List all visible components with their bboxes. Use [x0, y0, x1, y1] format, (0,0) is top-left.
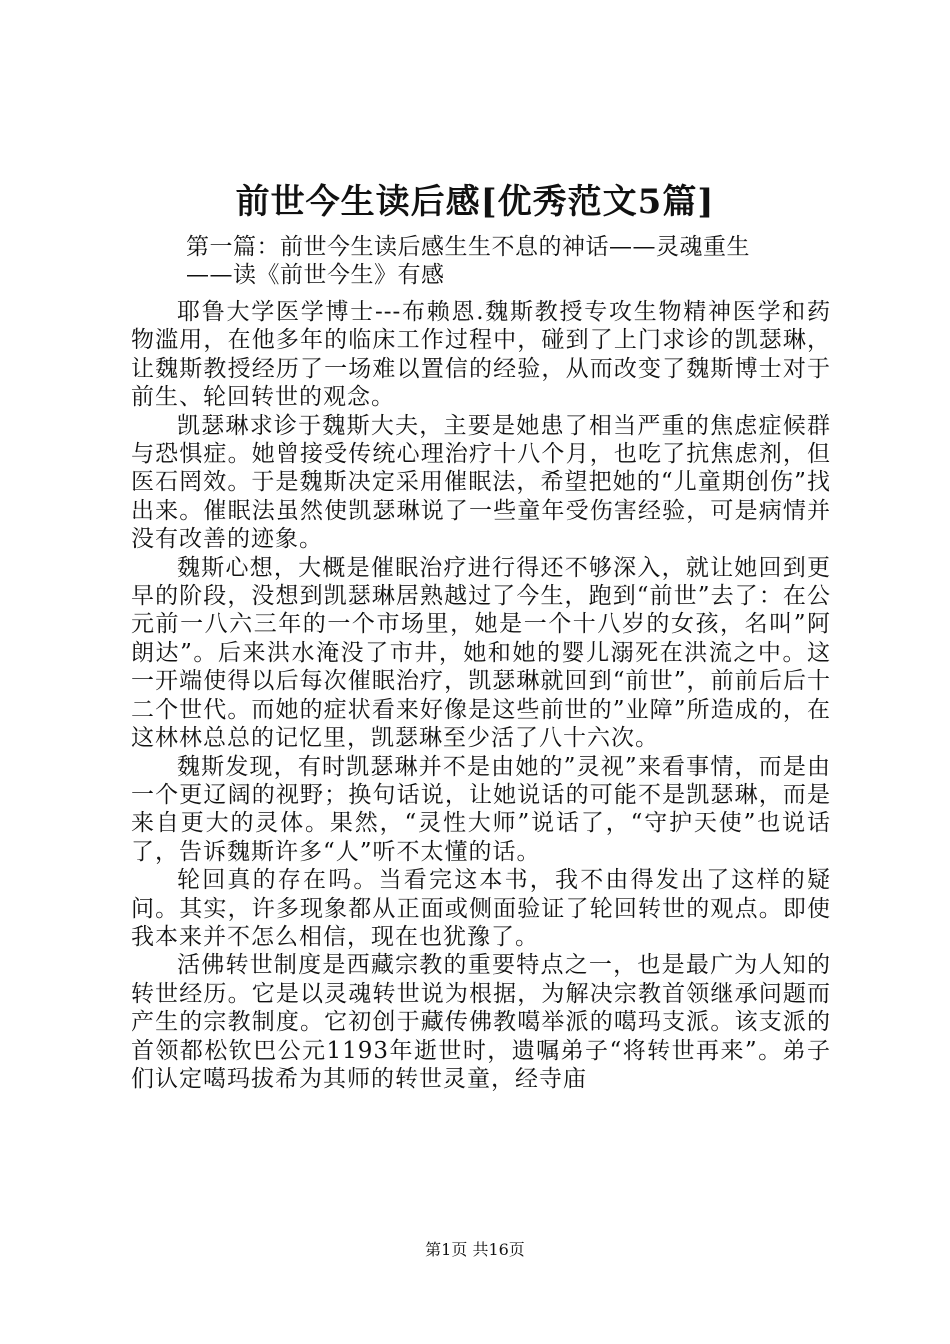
paragraph: 耶鲁大学医学博士---布赖恩.魏斯教授专攻生物精神医学和药物滥用，在他多年的临床工作过程中，碰到了上门求诊的凯瑟琳，让魏斯教授经历了一场难以置信的经验，从而改变了魏斯博士对于前生、轮回转世的观念。 [131, 299, 831, 411]
document-title: 前世今生读后感[优秀范文5篇] [235, 182, 715, 222]
section-heading-line-1: 第一篇：前世今生读后感生生不息的神话——灵魂重生 [186, 234, 750, 260]
paragraph: 活佛转世制度是西藏宗教的重要特点之一，也是最广为人知的转世经历。它是以灵魂转世说为根据，为解决宗教首领继承问题而产生的宗教制度。它初创于藏传佛教噶举派的噶玛支派。该支派的首领都松钦巴公元1193年逝世时，遗嘱弟子“将转世再来”。弟子们认定噶玛拔希为其师的转世灵童，经寺庙 [131, 952, 831, 1092]
paragraph: 轮回真的存在吗。当看完这本书，我不由得发出了这样的疑问。其实，许多现象都从正面或侧面验证了轮回转世的观点。即使我本来并不怎么相信，现在也犹豫了。 [131, 867, 831, 950]
paragraph: 魏斯发现，有时凯瑟琳并不是由她的”灵视”来看事情，而是由一个更辽阔的视野；换句话说，让她说话的可能不是凯瑟琳，而是来自更大的灵体。果然，“灵性大师”说话了，“守护天使”也说话了，告诉魏斯许多“人”听不太懂的话。 [131, 753, 831, 865]
paragraph: 魏斯心想，大概是催眠治疗进行得还不够深入，就让她回到更早的阶段，没想到凯瑟琳居熟越过了今生，跑到“前世”去了：在公元前一八六三年的一个市场里，她是一个十八岁的女孩，名叫”阿朗达”。后来洪水淹没了市井，她和她的婴儿溺死在洪流之中。这一开端使得以后每次催眠治疗，凯瑟琳就回到“前世”，前前后后十二个世代。而她的症状看来好像是这些前世的”业障”所造成的，在这林林总总的记忆里，凯瑟琳至少活了八十六次。 [131, 554, 831, 752]
body-text [131, 298, 831, 1093]
paragraph: 凯瑟琳求诊于魏斯大夫，主要是她患了相当严重的焦虑症候群与恐惧症。她曾接受传统心理治疗十八个月，也吃了抗焦虑剂，但医石罔效。于是魏斯决定采用催眠法，希望把她的“儿童期创伤”找出来。催眠法虽然使凯瑟琳说了一些童年受伤害经验，可是病情并没有改善的迹象。 [131, 412, 831, 553]
section-heading-line-2: ——读《前世今生》有感 [186, 262, 445, 288]
section-heading [186, 233, 826, 289]
page-footer: 第1页 共16页 [425, 1240, 525, 1259]
